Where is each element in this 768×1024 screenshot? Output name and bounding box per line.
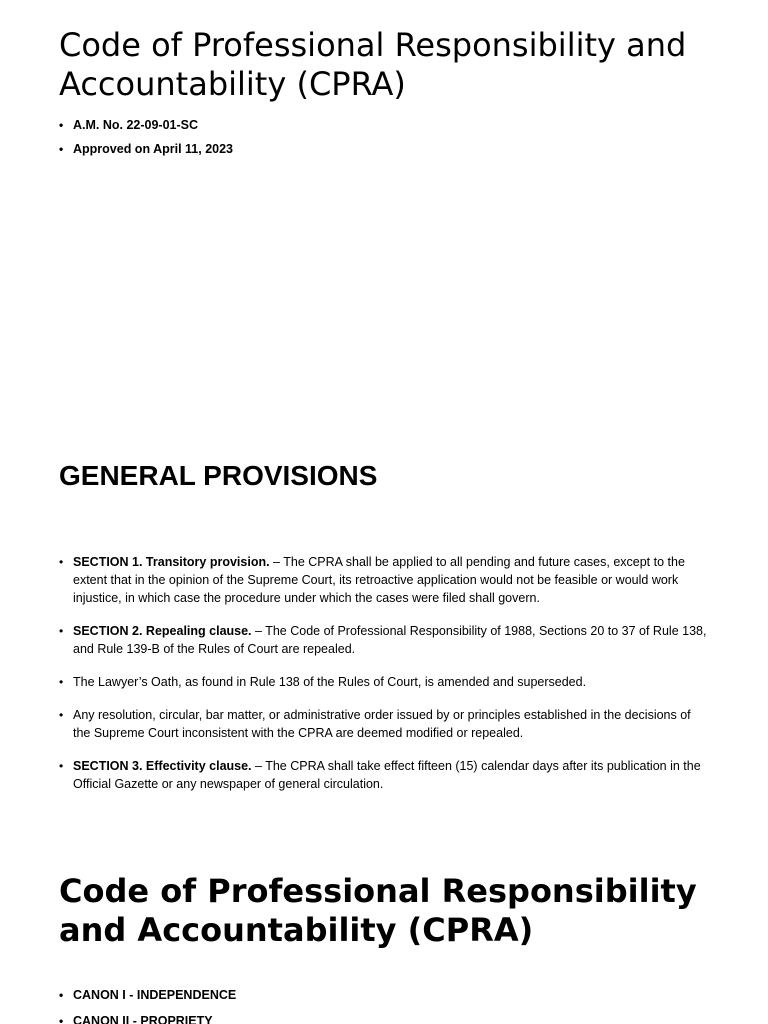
canon-item-propriety: • CANON II - PROPRIETY (59, 1012, 709, 1024)
provision-text: – The CPRA shall take effect fifteen (15) calendar days after its publication in the Official Gazette or any newspaper of general circulation. (73, 759, 701, 791)
provision-item-lawyers-oath (59, 673, 709, 691)
provision-label: SECTION 1. Transitory provision. (73, 555, 270, 569)
provision-item-section-2 (59, 622, 709, 658)
provision-item-section-3 (59, 757, 709, 793)
provision-text: – The CPRA shall be applied to all pending and future cases, except to the extent that in the opinion of the Supreme Court, its retroactive application would not be feasible or would work injustice, in which case the procedure under which the cases were filed shall govern. (73, 555, 685, 605)
provision-item-section-1 (59, 553, 709, 607)
canons-list (59, 986, 709, 1024)
provision-label: SECTION 2. Repealing clause. (73, 624, 252, 638)
provision-text: Any resolution, circular, bar matter, or administrative order issued by or principles established in the decisions of the Supreme Court inconsistent with the CPRA are deemed modified or repealed. (73, 708, 691, 740)
provision-item-inconsistent-issuances (59, 706, 709, 742)
provision-text: The Lawyer’s Oath, as found in Rule 138 of the Rules of Court, is amended and superseded. (73, 675, 587, 689)
general-provisions-heading: GENERAL PROVISIONS (59, 460, 378, 491)
provision-text: – The Code of Professional Responsibility of 1988, Sections 20 to 37 of Rule 138, and Rule 139-B of the Rules of Court are repealed. (73, 624, 707, 656)
cover-title: Code of Professional Responsibility and Accountability (CPRA) (59, 26, 687, 103)
canon-item-independence: • CANON I - INDEPENDENCE (59, 986, 709, 1004)
cover-bullet-list (59, 116, 709, 164)
provisions-list (59, 553, 709, 808)
bullet-approval-date: • Approved on April 11, 2023 (59, 140, 709, 158)
bullet-case-number: • A.M. No. 22-09-01-SC (59, 116, 709, 134)
provision-label: SECTION 3. Effectivity clause. (73, 759, 252, 773)
canons-slide-title: Code of Professional Responsibility and Accountability (CPRA) (59, 872, 697, 949)
